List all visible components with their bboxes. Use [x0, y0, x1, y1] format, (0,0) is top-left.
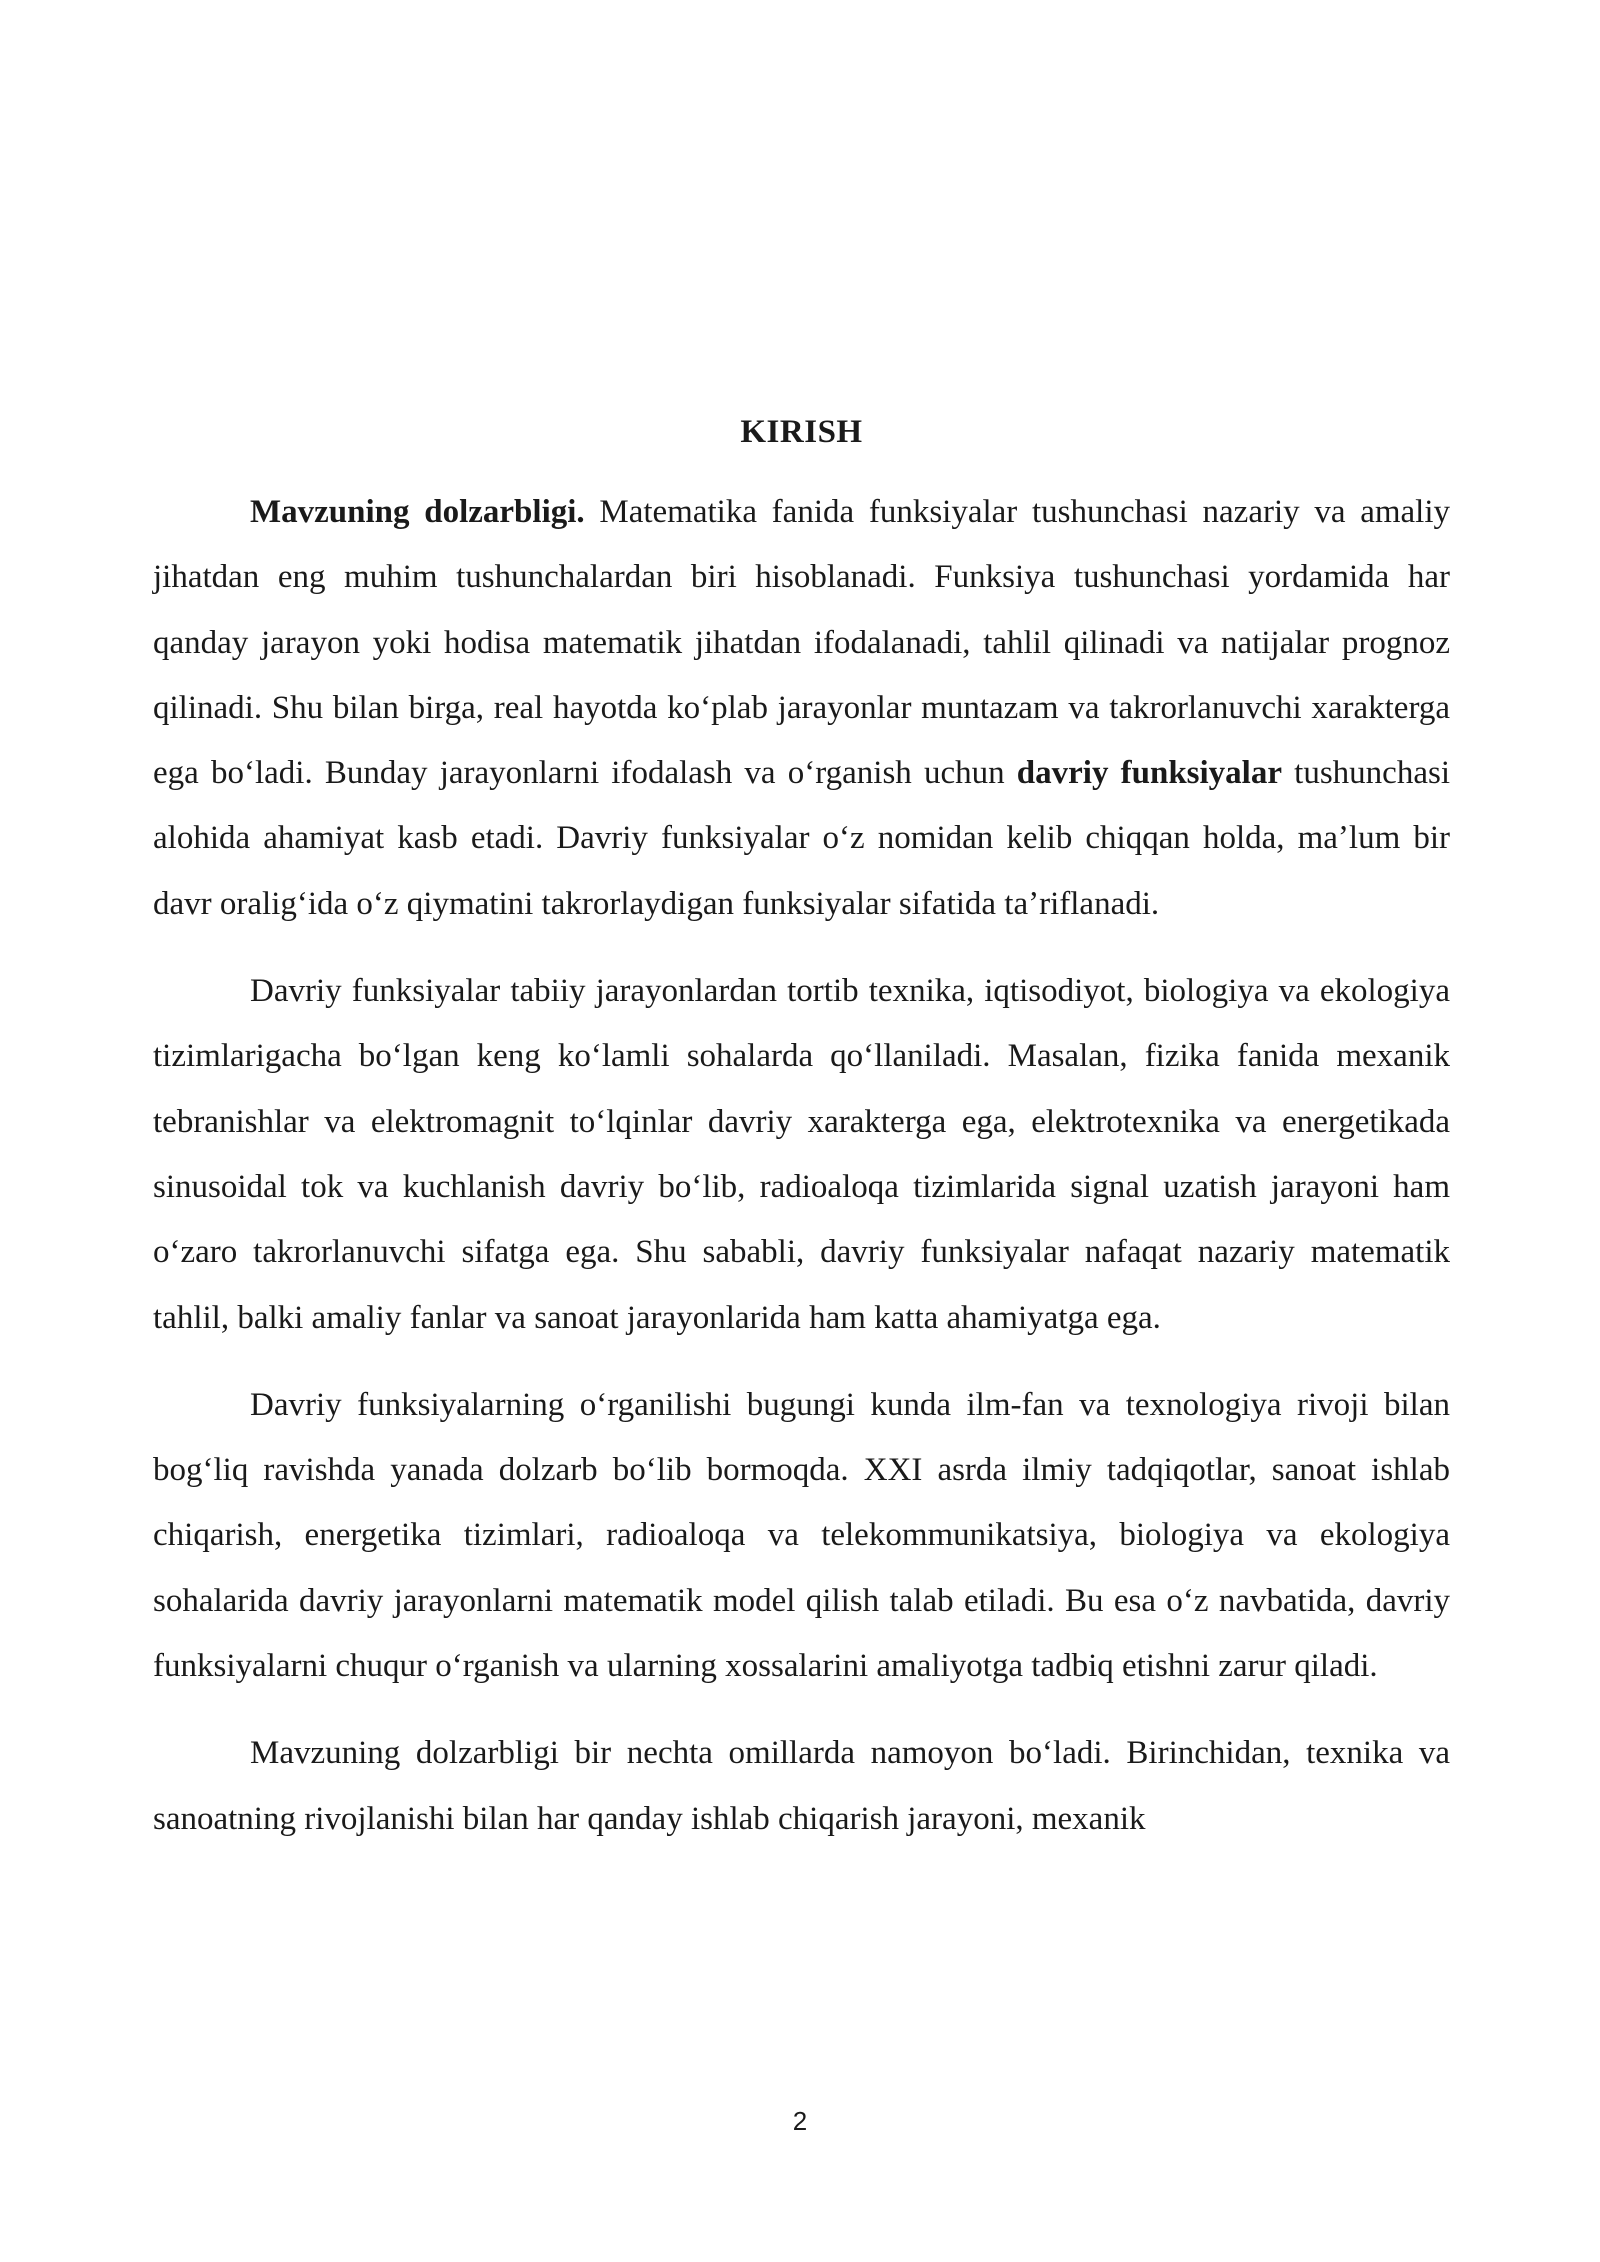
section-heading: KIRISH — [740, 414, 863, 450]
page-content — [153, 412, 1450, 1874]
paragraph-1-text-part-2: tushunchasi alohida ahamiyat kasb etadi. Davriy funksiyalar oʻz nomidan kelib chiqqan holda, maʼlum bir davr oraligʻida oʻz qiymatini takrorlaydigan funksiyalar sifatida taʼriflanadi. — [153, 755, 1450, 922]
paragraph-3: Davriy funksiyalarning oʻrganilishi bugungi kunda ilm-fan va texnologiya rivoji bilan bogʻliq ravishda yanada dolzarb boʻlib bormoqda. XXI asrda ilmiy tadqiqotlar, sanoat ishlab chiqarish, energetika tizimlari, radioaloqa va telekommunikatsiya, biologiya va ekologiya sohalarida davriy jarayonlarni matematik model qilish talab etiladi. Bu esa oʻz navbatida, davriy funksiyalarni chuqur oʻrganish va ularning xossalarini amaliyotga tadbiq etishni zarur qiladi. — [153, 1386, 1450, 1685]
paragraph-1-lead-bold: Mavzuning dolzarbligi. — [250, 494, 585, 530]
page-number: 2 — [792, 2106, 808, 2136]
paragraph-4: Mavzuning dolzarbligi bir nechta omillarda namoyon boʻladi. Birinchidan, texnika va sanoatning rivojlanishi bilan har qanday ishlab chiqarish jarayoni, mexanik — [153, 1735, 1450, 1837]
paragraph-2: Davriy funksiyalar tabiiy jarayonlardan tortib texnika, iqtisodiyot, biologiya va ekologiya tizimlarigacha boʻlgan keng koʻlamli sohalarda qoʻllaniladi. Masalan, fizika fanida mexanik tebranishlar va elektromagnit toʻlqinlar davriy xarakterga ega, elektrotexnika va energetikada sinusoidal tok va kuchlanish davriy boʻlib, radioaloqa tizimlarida signal uzatish jarayoni ham oʻzaro takrorlanuvchi sifatga ega. Shu sababli, davriy funksiyalar nafaqat nazariy matematik tahlil, balki amaliy fanlar va sanoat jarayonlarida ham katta ahamiyatga ega. — [153, 973, 1450, 1336]
paragraph-1 — [153, 480, 1450, 937]
paragraph-1-text-part-1: Matematika fanida funksiyalar tushunchasi nazariy va amaliy jihatdan eng muhim tushunchalardan biri hisoblanadi. Funksiya tushunchasi yordamida har qanday jarayon yoki hodisa matematik jihatdan ifodalanadi, tahlil qilinadi va natijalar prognoz qilinadi. Shu bilan birga, real hayotda koʻplab jarayonlar muntazam va takrorlanuvchi xarakterga ega boʻladi. Bunday jarayonlarni ifodalash va oʻrganish uchun — [153, 494, 1450, 792]
paragraph-1-inline-bold: davriy funksiyalar — [1016, 755, 1282, 792]
